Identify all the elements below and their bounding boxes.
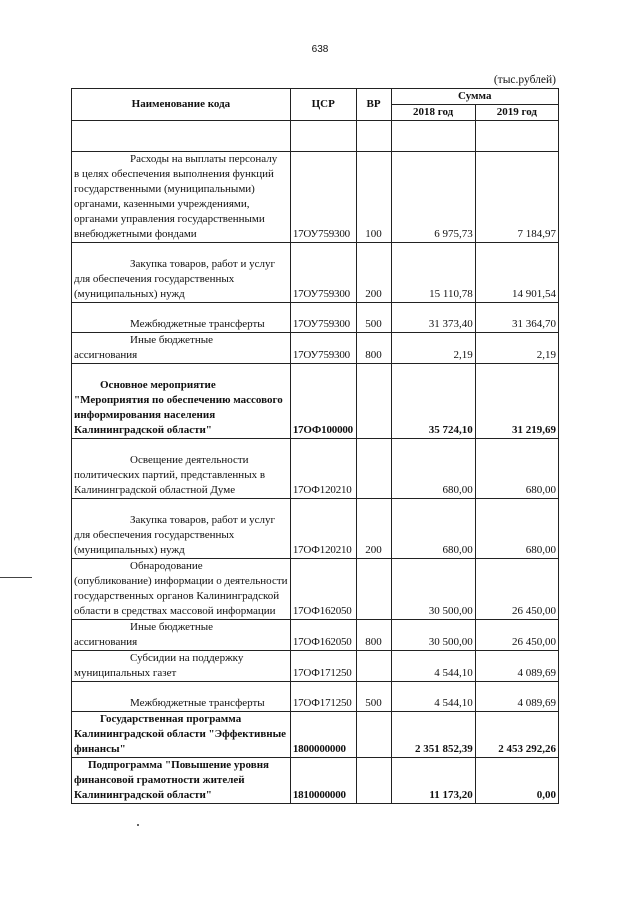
row-sum-2018: 6 975,73 — [391, 152, 475, 243]
table-row — [72, 364, 559, 439]
row-name: Освещение деятельности политических партий, представленных в Калининградской областной Думе — [72, 439, 291, 499]
row-sum-2018: 35 724,10 — [391, 364, 475, 439]
row-csr: 17ОФ100000 — [290, 364, 356, 439]
row-vr: 500 — [356, 682, 391, 712]
row-sum-2018: 15 110,78 — [391, 243, 475, 303]
row-sum-2019: 2 453 292,26 — [475, 712, 558, 758]
row-sum-2018: 680,00 — [391, 439, 475, 499]
row-name: Иные бюджетные ассигнования — [72, 620, 291, 651]
budget-table — [71, 88, 559, 804]
row-csr: 17ОФ162050 — [290, 620, 356, 651]
row-csr: 17ОУ759300 — [290, 152, 356, 243]
header-year-2018: 2018 год — [391, 105, 475, 121]
spacer-row — [72, 121, 559, 152]
row-csr: 17ОФ120210 — [290, 499, 356, 559]
table-row — [72, 152, 559, 243]
header-vr: ВР — [356, 89, 391, 121]
table-row — [72, 303, 559, 333]
row-sum-2018: 4 544,10 — [391, 651, 475, 682]
row-sum-2019: 680,00 — [475, 499, 558, 559]
row-name: Закупка товаров, работ и услуг для обеспечения государственных (муниципальных) нужд — [72, 243, 291, 303]
row-vr: 500 — [356, 303, 391, 333]
row-name: Обнародование (опубликование) информации о деятельности государственных органов Калининградской области в средствах массовой информации — [72, 559, 291, 620]
header-csr: ЦСР — [290, 89, 356, 121]
row-name: Межбюджетные трансферты — [72, 682, 291, 712]
row-csr: 17ОФ171250 — [290, 651, 356, 682]
row-sum-2019: 4 089,69 — [475, 682, 558, 712]
row-sum-2019: 26 450,00 — [475, 620, 558, 651]
row-vr — [356, 559, 391, 620]
table-row — [72, 651, 559, 682]
row-vr — [356, 758, 391, 804]
row-csr: 17ОФ162050 — [290, 559, 356, 620]
row-vr: 100 — [356, 152, 391, 243]
row-vr — [356, 651, 391, 682]
units-note: (тыс.рублей) — [493, 74, 556, 86]
row-sum-2018: 30 500,00 — [391, 559, 475, 620]
row-sum-2018: 11 173,20 — [391, 758, 475, 804]
row-vr — [356, 439, 391, 499]
table-row — [72, 243, 559, 303]
margin-line — [0, 577, 32, 578]
row-sum-2019: 2,19 — [475, 333, 558, 364]
table-row — [72, 499, 559, 559]
row-sum-2019: 0,00 — [475, 758, 558, 804]
header-row-top — [72, 89, 559, 105]
row-sum-2018: 680,00 — [391, 499, 475, 559]
row-vr: 800 — [356, 620, 391, 651]
table-row — [72, 439, 559, 499]
row-sum-2018: 2,19 — [391, 333, 475, 364]
row-name: Субсидии на поддержку муниципальных газет — [72, 651, 291, 682]
row-sum-2019: 4 089,69 — [475, 651, 558, 682]
row-sum-2019: 31 219,69 — [475, 364, 558, 439]
row-sum-2019: 7 184,97 — [475, 152, 558, 243]
row-csr: 17ОУ759300 — [290, 243, 356, 303]
row-vr: 200 — [356, 499, 391, 559]
header-year-2019: 2019 год — [475, 105, 558, 121]
table-row — [72, 333, 559, 364]
row-sum-2019: 26 450,00 — [475, 559, 558, 620]
row-csr: 17ОУ759300 — [290, 303, 356, 333]
table-row — [72, 620, 559, 651]
stray-dot — [137, 824, 139, 826]
row-sum-2018: 2 351 852,39 — [391, 712, 475, 758]
table-row — [72, 559, 559, 620]
row-vr: 200 — [356, 243, 391, 303]
row-csr: 1800000000 — [290, 712, 356, 758]
row-name: Иные бюджетные ассигнования — [72, 333, 291, 364]
row-sum-2018: 30 500,00 — [391, 620, 475, 651]
table-row — [72, 682, 559, 712]
row-sum-2018: 31 373,40 — [391, 303, 475, 333]
row-name: Межбюджетные трансферты — [72, 303, 291, 333]
row-sum-2019: 680,00 — [475, 439, 558, 499]
row-csr: 1810000000 — [290, 758, 356, 804]
row-name: Закупка товаров, работ и услуг для обеспечения государственных (муниципальных) нужд — [72, 499, 291, 559]
row-csr: 17ОФ120210 — [290, 439, 356, 499]
row-vr — [356, 364, 391, 439]
row-vr: 800 — [356, 333, 391, 364]
row-name: Расходы на выплаты персоналу в целях обеспечения выполнения функций государственными (муниципальными) органами, казенными учреждениями, органами управления государственными внебюджетными фондами — [72, 152, 291, 243]
row-sum-2018: 4 544,10 — [391, 682, 475, 712]
row-name: Основное мероприятие "Мероприятия по обеспечению массового информирования населения Калининградской области" — [72, 364, 291, 439]
header-sum: Сумма — [391, 89, 559, 105]
row-vr — [356, 712, 391, 758]
row-name: Государственная программа Калининградской области "Эффективные финансы" — [72, 712, 291, 758]
row-sum-2019: 14 901,54 — [475, 243, 558, 303]
row-name: Подпрограмма "Повышение уровня финансовой грамотности жителей Калининградской области" — [72, 758, 291, 804]
table-row — [72, 758, 559, 804]
row-sum-2019: 31 364,70 — [475, 303, 558, 333]
page-number: 638 — [311, 44, 329, 55]
row-csr: 17ОУ759300 — [290, 333, 356, 364]
row-csr: 17ОФ171250 — [290, 682, 356, 712]
table-row — [72, 712, 559, 758]
header-name: Наименование кода — [72, 89, 291, 121]
